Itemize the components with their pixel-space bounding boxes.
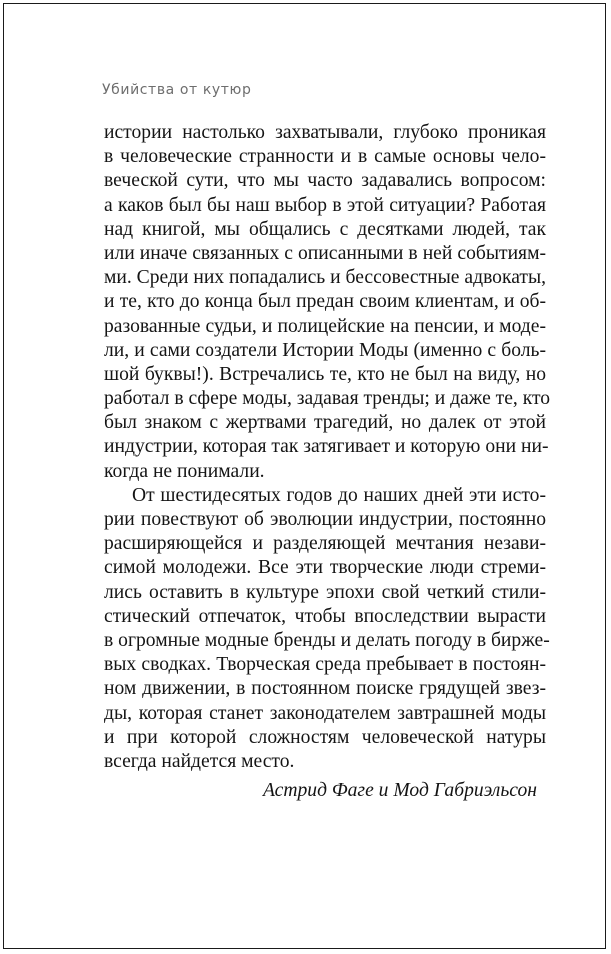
text-line: в огромные модные бренды и делать погоду в бирже-: [104, 629, 550, 651]
text-line: ды, которая станет законодателем завтрашней моды: [104, 702, 546, 724]
text-line: работал в сфере моды, задавая тренды; и даже те, кто: [104, 388, 551, 410]
text-line: разованные судьи, и полицейские на пенсии, и моде-: [104, 315, 546, 337]
text-line: рии повествуют об эволюции индустрии, постоянно: [104, 509, 546, 530]
text-line: ми. Среди них попадались и бессовестные адвокаты,: [104, 267, 547, 289]
text-line: над книгой, мы общались с десятками людей, так: [104, 218, 546, 240]
text-line: ном движении, в постоянном поиске грядущей звез-: [104, 678, 546, 700]
text-line: От шестидесятых годов до наших дней эти исто-: [132, 484, 546, 506]
text-line: когда не понимали.: [104, 460, 265, 482]
paragraph-1: [104, 121, 551, 484]
paragraph-2: [104, 484, 550, 774]
text-line: в человеческие странности и в самые основы чело-: [104, 146, 546, 168]
text-line: стический отпечаток, чтобы впоследствии вырасти: [104, 605, 546, 627]
book-page: [3, 3, 606, 949]
text-line: и при которой сложностям человеческой натуры: [104, 726, 546, 748]
text-line: индустрии, которая так затягивает и которую они ни-: [104, 436, 549, 458]
text-line: или иначе связанных с описанными в ней событиям-: [104, 242, 546, 264]
author-signature: Астрид Фаге и Мод Габриэльсон: [262, 780, 537, 801]
text-line: вых сводках. Творческая среда пребывает в постоян-: [104, 654, 546, 676]
text-line: расширяющейся и разделяющей мечтания незави-: [104, 533, 546, 555]
text-line: истории настолько захватывали, глубоко проникая: [104, 122, 546, 143]
text-line: а каков был бы наш выбор в этой ситуации? Работая: [104, 194, 546, 216]
text-line: симой молодежи. Все эти творческие люди стреми-: [104, 557, 546, 579]
text-line: шой буквы!). Встречались те, кто не был на виду, но: [104, 363, 546, 385]
text-line: ли, и сами создатели Истории Моды (именно с боль-: [104, 339, 546, 361]
text-line: и те, кто до конца был предан своим клиентам, и об-: [104, 291, 546, 313]
text-line: веческой сути, что мы часто задавались вопросом:: [104, 170, 546, 192]
text-line: лись оставить в культуре эпохи свой четкий стили-: [104, 581, 546, 603]
running-head: Убийства от кутюр: [102, 82, 252, 98]
text-line: всегда найдется место.: [104, 750, 295, 772]
text-line: был знаком с жертвами трагедий, но далек от этой: [104, 412, 546, 434]
body-text: [104, 121, 551, 774]
